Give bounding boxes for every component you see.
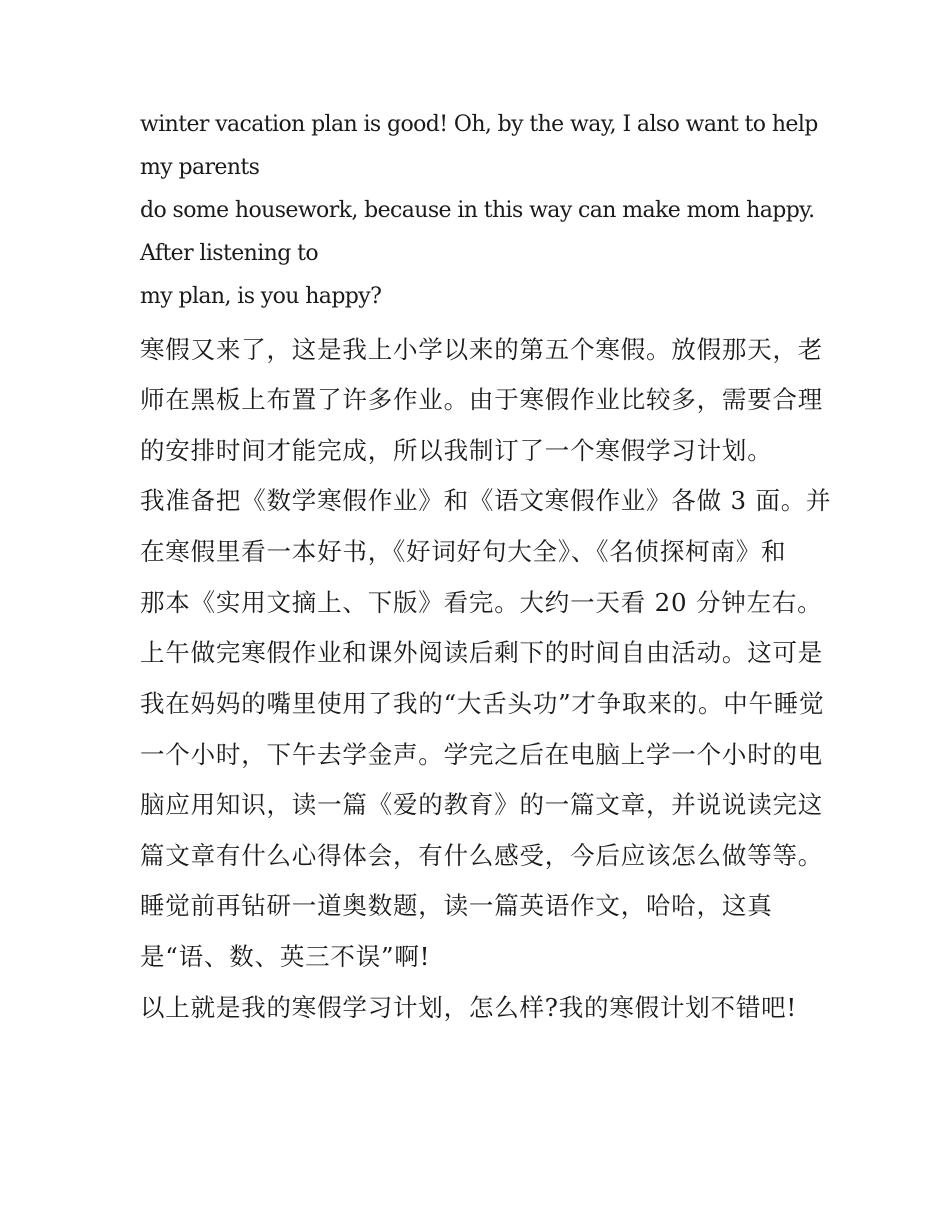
chinese-text-line: 的安排时间才能完成，所以我制订了一个寒假学习计划。: [140, 436, 773, 465]
chinese-text-line: 篇文章有什么心得体会，有什么感受，今后应该怎么做等等。: [140, 841, 824, 870]
chinese-text-line: 睡觉前再钻研一道奥数题，读一篇英语作文，哈哈，这真: [140, 891, 773, 920]
english-text-line: do some housework, because in this way can make mom happy.: [140, 198, 815, 223]
chinese-text-line: 那本《实用文摘上、下版》看完。大约一天看 20 分钟左右。: [140, 588, 823, 617]
english-text-line: After listening to: [140, 241, 318, 266]
english-text-line: my parents: [140, 155, 260, 180]
chinese-text-line: 一个小时，下午去学金声。学完之后在电脑上学一个小时的电: [140, 740, 824, 769]
chinese-text-line: 在寒假里看一本好书，《好词好句大全》、《名侦探柯南》和: [140, 537, 787, 566]
english-text-line: winter vacation plan is good! Oh, by the way, I also want to help: [140, 112, 818, 137]
chinese-text-line: 寒假又来了，这是我上小学以来的第五个寒假。放假那天，老: [140, 335, 824, 364]
chinese-text-line: 是“语、数、英三不误”啊!: [140, 942, 431, 971]
chinese-text-line: 我准备把《数学寒假作业》和《语文寒假作业》各做 3 面。并: [140, 486, 832, 515]
chinese-text-line: 以上就是我的寒假学习计划，怎么样?我的寒假计划不错吧!: [140, 993, 798, 1022]
chinese-text-line: 师在黑板上布置了许多作业。由于寒假作业比较多，需要合理: [140, 385, 824, 414]
chinese-text-line: 我在妈妈的嘴里使用了我的“大舌头功”才争取来的。中午睡觉: [140, 689, 825, 718]
english-text-line: my plan, is you happy?: [140, 284, 382, 309]
chinese-text-line: 上午做完寒假作业和课外阅读后剩下的时间自由活动。这可是: [140, 638, 824, 667]
chinese-text-line: 脑应用知识，读一篇《爱的教育》的一篇文章，并说说读完这: [140, 790, 824, 819]
